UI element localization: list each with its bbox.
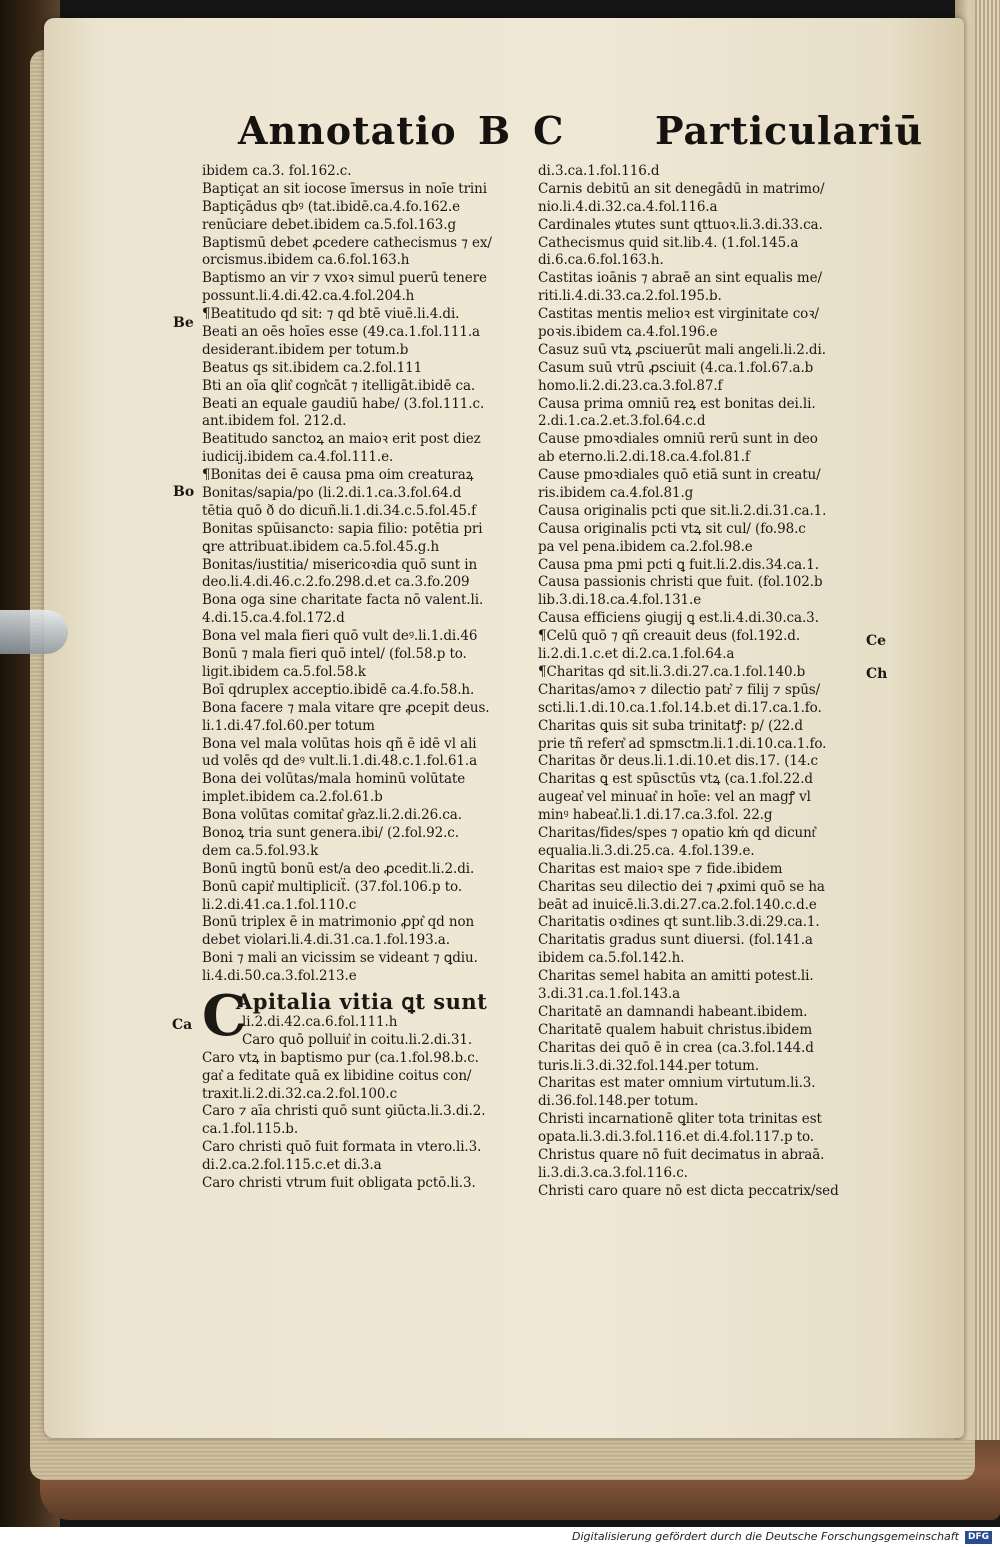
index-entry: Bonū triplex ē in matrimonio ꝓpt͛ qd non: [202, 914, 475, 931]
index-entry: Boī qdruplex acceptio.ibidē ca.4.fo.58.h.: [202, 681, 475, 698]
index-entry: Baptiçādus qbꝰ (tat.ibidē.ca.4.fo.162.e: [202, 198, 461, 215]
drop-capital: C: [202, 982, 247, 1049]
index-entry: ¶Bonitas dei ē causa pma oim creaturaꝝ: [202, 467, 474, 484]
index-entry: prie tñ refert͛ ad spmsctm.li.1.di.10.ca.1.fo.: [538, 735, 827, 752]
index-entry: Charitas semel habita an amitti potest.li.: [538, 968, 814, 985]
index-entry: Bona volūtas comitat͛ gr͛az.li.2.di.26.ca.: [202, 807, 462, 824]
index-entry: Charitas ðr deus.li.1.di.10.et dis.17. (14.c: [538, 753, 819, 770]
index-entry: turis.li.3.di.32.fol.144.per totum.: [538, 1057, 760, 1074]
index-entry: Beatitudo sanctoꝝ an maioꝛ erit post diez: [202, 431, 481, 448]
funding-credit: Digitalisierung gefördert durch die Deutsche Forschungsgemeinschaft: [572, 1530, 959, 1543]
index-entry: Bona facere ⁊ mala vitare qre ꝓcepit deus.: [202, 699, 490, 716]
capitalia-entries: [202, 1014, 532, 1193]
index-entry: Causa passionis christi que fuit. (fol.102.b: [538, 574, 823, 591]
index-entry: Boni ⁊ mali an vicissim se videant ⁊ ꝗdiu.: [202, 950, 478, 967]
margin-tag-ca: Ca: [172, 1017, 193, 1033]
index-entry: Caro christi vtrum fuit obligata pctō.li.3.: [202, 1174, 476, 1191]
index-entry: Cathecismus quid sit.lib.4. (1.fol.145.a: [538, 234, 799, 251]
index-entry: Beati an equale gaudiū habe/ (3.fol.111.c.: [202, 395, 485, 412]
index-entry: 3.di.31.ca.1.fol.143.a: [538, 985, 681, 1002]
index-entry: Bona vel mala fieri quō vult deꝰ.li.1.di.46: [202, 628, 478, 645]
index-entry: Bti an oīa ꝗlit͛ cogn͛cāt ⁊ itelligāt.ibidē ca.: [202, 377, 476, 394]
index-entry: Caro christi quō fuit formata in vtero.li.3.: [202, 1139, 482, 1156]
index-entry: Cardinales ꝟtutes sunt qttuoꝛ.li.3.di.33.ca.: [538, 216, 823, 233]
index-entry: Caro ⁊ aīa christi quō sunt ꝯiūcta.li.3.di.2.: [202, 1103, 486, 1120]
index-entry: Causa originalis pcti que sit.li.2.di.31.ca.1.: [538, 502, 827, 519]
index-entry: Baptismo an vir ⁊ vxoꝛ simul puerū tenere: [202, 270, 487, 287]
index-entry: Cause pmoꝛdiales quō etiā sunt in creatu/: [538, 467, 821, 484]
index-entry: Casuz suū vtꝝ ꝓsciuerūt mali angeli.li.2.di.: [538, 341, 826, 358]
index-entry: Bonū ingtū bonū est/a deo ꝓcedit.li.2.di.: [202, 860, 475, 877]
index-entry: Charitas/fides/spes ⁊ opatio kṁ qd dicunt͛: [538, 824, 816, 841]
index-entry: ligit.ibidem ca.5.fol.58.k: [202, 663, 366, 680]
index-entry: ud volēs qd deꝰ vult.li.1.di.48.c.1.fol.61.a: [202, 753, 478, 770]
index-entry: deo.li.4.di.46.c.2.fo.298.d.et ca.3.fo.209: [202, 574, 470, 591]
index-entry: lib.3.di.18.ca.4.fol.131.e: [538, 592, 702, 609]
index-entry: ibidem ca.3. fol.162.c.: [202, 163, 352, 179]
index-entry: Bonū ⁊ mala fieri quō intel/ (fol.58.p to.: [202, 646, 467, 663]
index-entry: scti.li.1.di.10.ca.1.fol.14.b.et di.17.ca.1.fo.: [538, 699, 822, 716]
dfg-logo: DFG: [965, 1531, 992, 1544]
index-entry: li.1.di.47.fol.60.per totum: [202, 717, 375, 734]
index-entry: riti.li.4.di.33.ca.2.fol.195.b.: [538, 288, 722, 305]
index-entry: renūciare debet.ibidem ca.5.fol.163.g: [202, 216, 456, 233]
margin-tag-ce: Ce: [866, 633, 887, 649]
index-entry: Bonitas/iustitia/ misericoꝛdia quō sunt in: [202, 556, 478, 573]
footer-bar: [0, 1527, 1000, 1547]
index-entry: minꝰ habeat͛.li.1.di.17.ca.3.fol. 22.g: [538, 807, 773, 824]
index-entry: Christi caro quare nō est dicta peccatrix/sed: [538, 1182, 839, 1199]
index-entry: equalia.li.3.di.25.ca. 4.fol.139.e.: [538, 842, 755, 859]
index-entry: di.36.fol.148.per totum.: [538, 1093, 699, 1110]
index-entry: nio.li.4.di.32.ca.4.fol.116.a: [538, 198, 718, 215]
capitalia-section: [202, 982, 532, 1193]
facing-page-edge: [975, 0, 1000, 1440]
margin-tag-ch: Ch: [866, 666, 888, 682]
index-entry: poꝛis.ibidem ca.4.fol.196.e: [538, 324, 718, 341]
index-entry: opata.li.3.di.3.fol.116.et di.4.fol.117.p to.: [538, 1129, 814, 1146]
index-entry: Bonitas/sapia/po (li.2.di.1.ca.3.fol.64.d: [202, 485, 462, 502]
index-entry: orcismus.ibidem ca.6.fol.163.h: [202, 252, 410, 269]
index-entry: Bona vel mala volūtas hois qñ ē idē vl ali: [202, 735, 477, 752]
index-entry: Christus quare nō fuit decimatus in abraā.: [538, 1146, 825, 1163]
index-entry: Bona dei volūtas/mala hominū volūtate: [202, 771, 466, 788]
index-entry: Baptiçat an sit iocose īmersus in noīe trini: [202, 180, 487, 197]
index-column-right: [538, 163, 868, 1201]
index-entry: ris.ibidem ca.4.fol.81.g: [538, 485, 694, 502]
index-entry: Bonitas spūisancto: sapia filio: potētia pri: [202, 520, 483, 537]
index-entry: ab eterno.li.2.di.18.ca.4.fol.81.f: [538, 449, 750, 466]
index-entry: Charitatis oꝛdines qt sunt.lib.3.di.29.ca.1.: [538, 914, 820, 931]
index-entry: Charitas est mater omnium virtutum.li.3.: [538, 1075, 816, 1092]
index-entry: ¶Beatitudo qd sit: ⁊ qd btē viuē.li.4.di.: [202, 306, 460, 323]
index-entry: Baptismū debet ꝓcedere cathecismus ⁊ ex/: [202, 234, 492, 251]
index-entry: Charitas est maioꝛ spe ⁊ fide.ibidem: [538, 860, 783, 877]
index-entry: Bona oga sine charitate facta nō valent.li.: [202, 592, 484, 609]
margin-tag-be: Be: [173, 315, 194, 331]
index-entry: di.2.ca.2.fol.115.c.et di.3.a: [202, 1157, 382, 1174]
index-entry: Castitas ioānis ⁊ abraē an sint equalis me/: [538, 270, 822, 287]
index-entry: desiderant.ibidem per totum.b: [202, 341, 409, 358]
index-entry: Beatus qs sit.ibidem ca.2.fol.111: [202, 359, 423, 376]
index-entry: 4.di.15.ca.4.fol.172.d: [202, 610, 345, 627]
index-entry: Carnis debitū an sit denegādū in matrimo/: [538, 180, 825, 197]
index-entry: Charitatē an damnandi habeant.ibidem.: [538, 1003, 808, 1020]
left-entries: [202, 163, 532, 986]
header-left: Annotatio: [238, 108, 457, 153]
index-entry: li.2.di.42.ca.6.fol.111.h: [242, 1013, 398, 1030]
index-entry: iudicij.ibidem ca.4.fol.111.e.: [202, 449, 394, 466]
index-column-left: [202, 163, 532, 1193]
index-entry: augeat͛ vel minuat͛ in hoīe: vel an magꝭ vl: [538, 789, 811, 806]
index-entry: li.2.di.1.c.et di.2.ca.1.fol.64.a: [538, 646, 735, 663]
index-entry: ¶Celū quō ⁊ qñ creauit deus (fol.192.d.: [538, 628, 801, 645]
index-entry: Charitatē qualem habuit christus.ibidem: [538, 1021, 813, 1038]
index-entry: Charitas ꝗuis sit suba trinitatꝭ: p/ (22.d: [538, 717, 803, 734]
index-entry: traxit.li.2.di.32.ca.2.fol.100.c: [202, 1085, 398, 1102]
section-heading: Apitalia vitia ꝗt sunt: [236, 988, 488, 1014]
page-clip: [0, 610, 68, 654]
header-letters: [478, 108, 564, 164]
index-entry: Caro vtꝝ in baptismo pur (ca.1.fol.98.b.c.: [202, 1049, 479, 1066]
index-entry: gat͛ a feditate quā ex libidine coitus con/: [202, 1067, 472, 1084]
index-entry: Caro quō polluit͛ in coitu.li.2.di.31.: [242, 1031, 473, 1048]
index-entry: beāt ad inuicē.li.3.di.27.ca.2.fol.140.c.d.e: [538, 896, 817, 913]
index-entry: ibidem ca.5.fol.142.h.: [538, 950, 685, 967]
margin-tag-bo: Bo: [173, 484, 195, 500]
index-entry: di.6.ca.6.fol.163.h.: [538, 252, 664, 269]
header-right: Particulariū: [655, 108, 924, 153]
index-entry: di.3.ca.1.fol.116.d: [538, 163, 660, 179]
index-entry: implet.ibidem ca.2.fol.61.b: [202, 789, 383, 806]
index-entry: ¶Charitas qd sit.li.3.di.27.ca.1.fol.140.b: [538, 663, 806, 680]
index-entry: Causa efficiens ꝯiugij ꝗ est.li.4.di.30.ca.3.: [538, 610, 819, 627]
header-letter-b: B: [478, 108, 512, 153]
index-entry: pa vel pena.ibidem ca.2.fol.98.e: [538, 538, 753, 555]
index-entry: Cause pmoꝛdiales omniū rerū sunt in deo: [538, 431, 818, 448]
index-entry: ꝗre attribuat.ibidem ca.5.fol.45.g.h: [202, 538, 440, 555]
index-entry: li.2.di.41.ca.1.fol.110.c: [202, 896, 357, 913]
index-entry: Causa prima omniū reꝝ est bonitas dei.li.: [538, 395, 816, 412]
index-entry: Beati an oēs hoīes esse (49.ca.1.fol.111.a: [202, 324, 480, 341]
index-entry: Bonū capit͛ multipliciẗ. (37.fol.106.p to.: [202, 878, 463, 895]
index-entry: Charitas/amoꝛ ⁊ dilectio patr͛ ⁊ filij ⁊ spūs/: [538, 681, 821, 698]
index-entry: Bonoꝝ tria sunt genera.ibi/ (2.fol.92.c.: [202, 824, 459, 841]
index-entry: tētia quō ð do dicuñ.li.1.di.34.c.5.fol.45.f: [202, 502, 476, 519]
index-entry: dem ca.5.fol.93.k: [202, 842, 319, 859]
index-entry: Causa originalis pcti vtꝝ sit cul/ (fo.98.c: [538, 520, 806, 537]
index-entry: Causa pma pmi pcti ꝗ fuit.li.2.dis.34.ca.1.: [538, 556, 819, 573]
index-entry: Charitas ꝗ est spūsctūs vtꝝ (ca.1.fol.22.d: [538, 771, 813, 788]
index-entry: Charitatis gradus sunt diuersi. (fol.141.a: [538, 932, 813, 949]
index-entry: Charitas seu dilectio dei ⁊ ꝓximi quō se ha: [538, 878, 825, 895]
index-entry: Charitas dei quō ē in crea (ca.3.fol.144.d: [538, 1039, 814, 1056]
index-entry: Casum suū vtrū ꝓsciuit (4.ca.1.fol.67.a.b: [538, 359, 814, 376]
index-entry: homo.li.2.di.23.ca.3.fol.87.f: [538, 377, 723, 394]
right-entries: [538, 163, 868, 1201]
index-entry: Castitas mentis melioꝛ est virginitate coꝛ/: [538, 306, 819, 323]
index-entry: li.4.di.50.ca.3.fol.213.e: [202, 968, 357, 985]
header-letter-c: C: [533, 108, 565, 153]
index-entry: ca.1.fol.115.b.: [202, 1121, 299, 1138]
index-entry: ant.ibidem fol. 212.d.: [202, 413, 347, 430]
index-entry: li.3.di.3.ca.3.fol.116.c.: [538, 1164, 688, 1181]
index-entry: 2.di.1.ca.2.et.3.fol.64.c.d: [538, 413, 706, 430]
index-entry: possunt.li.4.di.42.ca.4.fol.204.h: [202, 288, 415, 305]
index-entry: Christi incarnationē ꝗliter tota trinitas est: [538, 1111, 822, 1128]
index-entry: debet violari.li.4.di.31.ca.1.fol.193.a.: [202, 932, 450, 949]
